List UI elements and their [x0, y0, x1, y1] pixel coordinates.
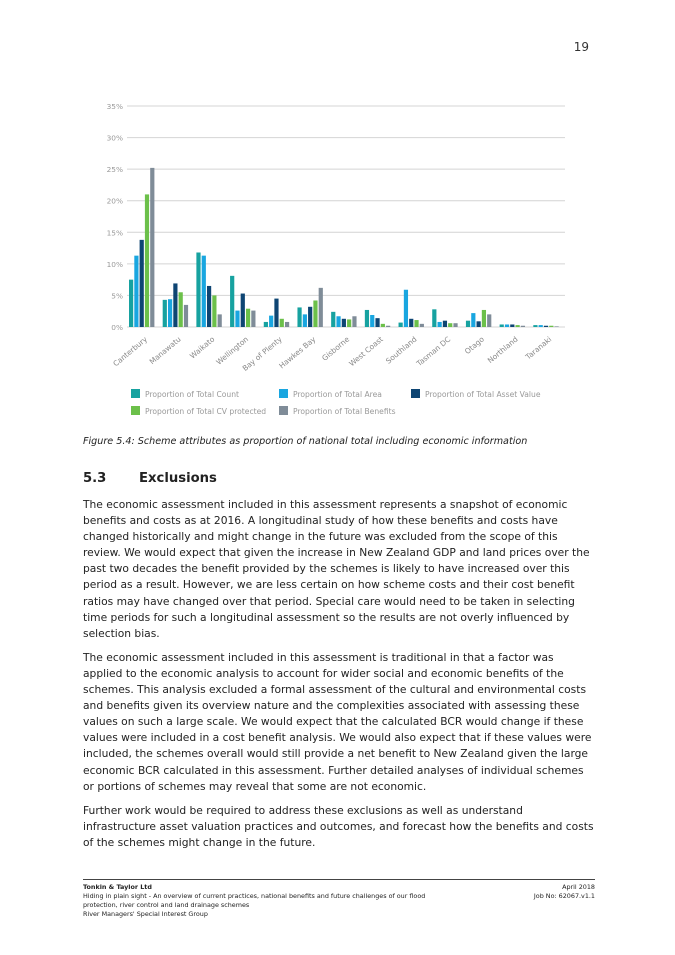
bar	[251, 311, 255, 327]
section-heading	[83, 471, 217, 486]
bar	[453, 323, 457, 327]
legend-label: Proportion of Total Area	[293, 390, 382, 399]
bar	[381, 324, 385, 327]
bar	[352, 316, 356, 327]
bar	[409, 319, 413, 327]
bar	[510, 324, 514, 327]
bar	[466, 321, 470, 327]
footer-divider	[83, 879, 595, 880]
bar	[539, 325, 543, 327]
bar	[471, 313, 475, 327]
bar	[448, 323, 452, 327]
bar	[173, 283, 177, 327]
bar	[414, 320, 418, 327]
x-tick-label: Bay of Plenty	[240, 334, 284, 373]
bar	[235, 311, 239, 327]
bar	[432, 309, 436, 327]
bar	[438, 322, 442, 327]
body-text	[83, 497, 595, 859]
y-tick-label: 0%	[111, 323, 123, 332]
footer-company: Tonkin & Taylor Ltd	[83, 883, 152, 891]
x-tick-label: Manawatu	[147, 334, 183, 367]
bar	[241, 294, 245, 327]
bar	[555, 326, 559, 327]
y-tick-label: 5%	[111, 291, 123, 301]
bar	[207, 286, 211, 327]
y-tick-label: 25%	[106, 165, 123, 175]
bar	[347, 319, 351, 327]
bar	[443, 321, 447, 327]
bar	[505, 324, 509, 327]
x-tick-label: Wellington	[214, 334, 251, 367]
bar	[386, 326, 390, 327]
paragraph: Further work would be required to address these exclusions as well as understand infrastructure asset valuation practices and outcomes, and forecast how the benefits and costs of the schemes might change in the future.	[83, 803, 594, 849]
x-tick-label: Otago	[462, 334, 486, 356]
paragraph: The economic assessment included in this assessment is traditional in that a factor was applied to the economic analysis to account for wider social and economic benefits of the schemes. This analysis excluded a formal assessment of the cultural and environmental costs and benefits given its overview nature and the complexities associated with assessing these values on such a large scale. We would expect that the calculated BCR would change if these values were included in a cost benefit analysis. We would also expect that if these values were included, the schemes overall would still provide a net benefit to New Zealand given the large economic BCR calculated in this assessment. Further detailed analyses of individual schemes or portions of schemes may reveal that some are not economic.	[83, 650, 592, 793]
bar	[533, 325, 537, 327]
x-tick-label: Southland	[384, 334, 419, 366]
legend-swatch	[279, 406, 288, 415]
bar	[140, 240, 144, 327]
y-tick-label: 30%	[106, 133, 123, 143]
bar	[365, 310, 369, 327]
bar	[280, 319, 284, 327]
bar	[404, 290, 408, 327]
bar	[549, 326, 553, 327]
bar	[150, 168, 154, 327]
bar-chart	[0, 0, 675, 430]
bar	[218, 314, 222, 327]
bar	[500, 324, 504, 327]
bar	[399, 323, 403, 327]
bar	[370, 315, 374, 327]
bar	[516, 325, 520, 327]
y-tick-label: 15%	[106, 228, 123, 238]
paragraph: The economic assessment included in this assessment represents a snapshot of economic benefits and costs as at 2016. A longitudinal study of how these benefits and costs have changed historically and might change in the future was excluded from the scope of this review. We would expect that given the increase in New Zealand GDP and land prices over the past two decades the benefit provided by the schemes is likely to have increased over this period as a result. However, we are less certain on how scheme costs and their cost benefit ratios may have changed over that period. Special care would need to be taken in selecting time periods for such a longitudinal assessment so the results are not overly influenced by selection bias.	[83, 498, 590, 640]
bar	[477, 321, 481, 327]
bar	[269, 316, 273, 327]
x-tick-label: West Coast	[347, 334, 385, 369]
legend-label: Proportion of Total Asset Value	[425, 390, 541, 399]
section-number: 5.3	[83, 471, 107, 486]
bar	[230, 276, 234, 327]
legend-swatch	[411, 389, 420, 398]
bar	[246, 309, 250, 327]
bar	[129, 280, 133, 327]
x-tick-label: Tasman DC	[414, 334, 453, 369]
bar	[331, 312, 335, 327]
footer	[83, 883, 595, 919]
section-title: Exclusions	[139, 471, 217, 486]
bar	[482, 310, 486, 327]
bar	[202, 256, 206, 327]
bar	[313, 300, 317, 327]
bar	[179, 292, 183, 327]
bar	[297, 307, 301, 327]
bar	[375, 318, 379, 327]
y-tick-label: 20%	[106, 196, 123, 206]
x-tick-label: Hawkes Bay	[277, 334, 318, 371]
bar	[196, 252, 200, 327]
y-tick-label: 10%	[106, 259, 123, 269]
legend-swatch	[279, 389, 288, 398]
legend-label: Proportion of Total Count	[145, 390, 240, 399]
legend-swatch	[131, 389, 140, 398]
bar	[303, 314, 307, 327]
bar	[319, 288, 323, 327]
bar	[336, 316, 340, 327]
bar	[342, 319, 346, 327]
x-tick-label: Canterbury	[111, 334, 149, 369]
bar	[420, 324, 424, 327]
bar	[521, 326, 525, 327]
x-tick-label: Waikato	[187, 334, 217, 361]
x-tick-label: Gisborne	[320, 334, 352, 363]
legend-label: Proportion of Total CV protected	[145, 407, 267, 416]
legend-label: Proportion of Total Benefits	[293, 407, 396, 416]
x-tick-label: Northland	[485, 334, 520, 366]
bar	[487, 314, 491, 327]
legend-swatch	[131, 406, 140, 415]
page-number: 19	[573, 40, 589, 54]
bar	[184, 305, 188, 327]
footer-job-no: Job No: 62067.v1.1	[533, 892, 595, 900]
bar	[145, 194, 149, 327]
bar	[212, 295, 216, 327]
figure-caption: Figure 5.4: Scheme attributes as proportion of national total including economic information	[83, 436, 528, 447]
bar	[134, 256, 138, 327]
bar	[274, 299, 278, 327]
bar	[163, 300, 167, 327]
footer-report-title: Hiding in plain sight - An overview of current practices, national benefits and future challenges of our flood protection, river control and land drainage schemes	[83, 892, 426, 909]
bar	[264, 322, 268, 327]
bar	[544, 326, 548, 327]
bar	[168, 299, 172, 327]
y-tick-label: 35%	[106, 102, 123, 111]
x-tick-label: Taranaki	[523, 334, 554, 362]
bar	[308, 307, 312, 327]
footer-client: River Managers' Special Interest Group	[83, 910, 208, 918]
bar	[285, 322, 289, 327]
footer-date: April 2018	[562, 883, 595, 891]
